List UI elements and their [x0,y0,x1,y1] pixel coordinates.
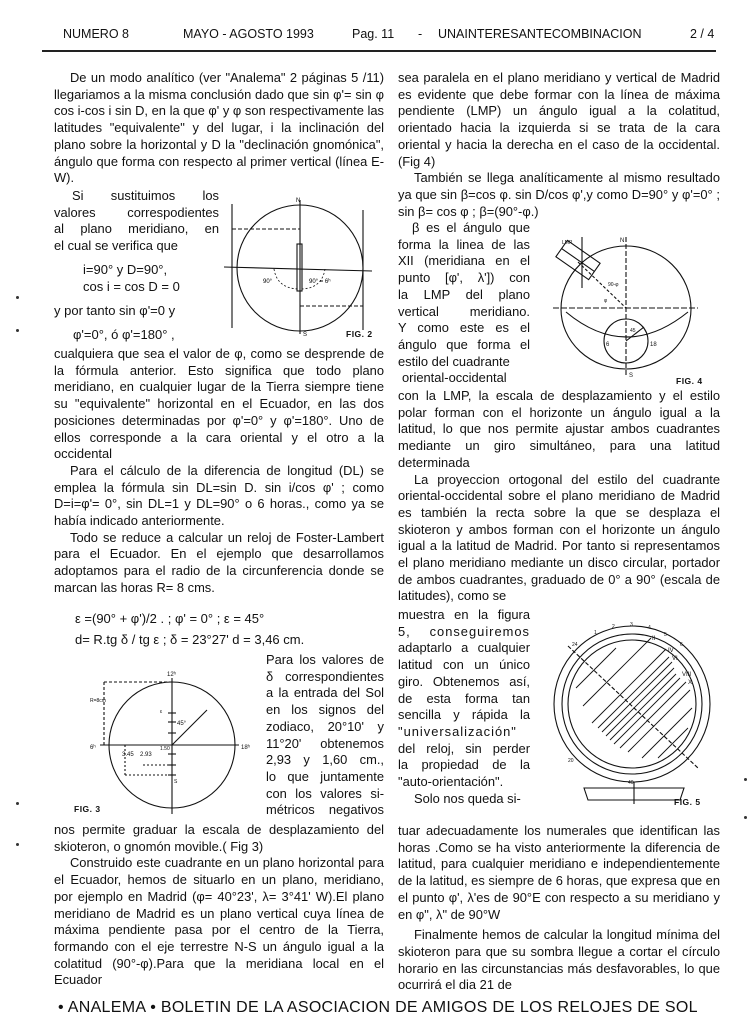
formula-epsilon: ε =(90° + φ')/2 . ; φ' = 0° ; ε = 45° [75,611,265,626]
figure-4-lmp-diagram [548,232,718,382]
svg-text:3: 3 [630,622,633,628]
svg-text:12ʰ: 12ʰ [167,672,176,678]
svg-text:6: 6 [680,642,683,648]
svg-text:LMP: LMP [562,240,573,246]
svg-text:5: 5 [664,632,667,638]
issue-number: NUMERO 8 [63,27,129,41]
svg-text:1: 1 [594,630,597,636]
right-paragraph-4: con la LMP, la escala de desplazamiento y el estilo polar forman con el horizonte un ángulo igual a la latitud, lo que nos permite ajustar ambos cuadrantes mediante un giro simultáneo, para una latitud determinada La proyeccion ortogonal del estilo del cuadrante oriental-occidental sobre el plano meridiano de Madrid es también la recta sobre la que se desplaza el skioteron y ambos forman con el horizonte un ángulo igual a la latitud de Madrid. Por tanto si representamos el plano meridiano mediante un disco circular, portador de ambos cuadrantes, graduado de 0° a 90° (escala de latitudes), como se [398,388,720,604]
margin-speck [16,329,19,332]
svg-text:20: 20 [568,758,574,764]
figure-2-caption: FIG. 2 [346,329,373,339]
figure-5-universal-dial [548,618,718,808]
svg-text:S: S [174,779,178,785]
svg-text:45: 45 [630,328,636,334]
margin-speck [744,778,747,781]
svg-text:90-φ: 90-φ [608,282,619,288]
svg-text:6: 6 [606,342,610,348]
header-rule [42,50,716,52]
svg-text:18ʰ: 18ʰ [241,745,250,751]
figure-2-meridian-diagram [222,192,392,342]
svg-text:2.93: 2.93 [140,752,152,758]
svg-text:6ʰ: 6ʰ [90,745,96,751]
svg-text:II: II [652,636,656,642]
svg-text:4: 4 [648,625,651,631]
page-number: Pag. 11 [352,27,395,41]
fig2-label-n: N [296,198,301,204]
right-paragraph-7: tuar adecuadamente los numerales que identifican las horas .Como se ha visto anteriormente la diferencia de latitud, para cualquier meridiano e independientemente de la latitud, es siempre de 6 horas, que expresa que en el punto φ', λ'es de 90°E con respecto a su meridiano y en φ", λ" de 90°W Finalmente hemos de calcular la longitud mínima del skioteron para que su sombra llegue a cortar el círculo horario en las circunstancias más desfavorables, lo que ocurrirá el dia 21 de [398,823,720,993]
margin-speck [744,816,747,819]
svg-text:45°: 45° [177,721,187,727]
svg-text:90° = 6ʰ: 90° = 6ʰ [309,279,331,285]
svg-text:N: N [620,238,625,244]
svg-text:ε: ε [160,709,163,715]
figure-4-caption: FIG. 4 [676,376,703,386]
right-paragraph-1: sea paralela en el plano meridiano y vertical de Madrid es evidente que debe formar con la línea de máxima pendiente (LMP) un ángulo igual a la colatitud, orientado hacia la izquierda si se trata de la cara oriental y hacia la derecha en el caso de la occidental. (Fig 4) También se llega analíticamente al mismo resultado ya que sin β=cos φ. sin D/cos φ',y como D=90° y φ'=0° ; sin β= cos φ ; β=(90°-φ.) [398,70,720,219]
svg-text:R=8cm: R=8cm [90,698,106,704]
svg-text:φ: φ [604,298,608,304]
page-header [63,27,715,47]
svg-text:X: X [688,680,693,686]
right-paragraph-6: muestra en la figura 5, conseguiremos adaptarlo a cualquier latitud con un único giro. Obtenemos así, de esta forma tan sencilla y rápida la "universalización" del reloj, sin perder la propiedad de la "auto-orientación". Solo nos queda si- [398,607,530,806]
margin-speck [16,296,19,299]
equation-phi-values: φ'=0°, ó φ'=180° , [73,327,175,342]
svg-text:1.50: 1.50 [160,746,170,752]
left-paragraph-6: Para los valores de δ correspondientes a la entrada del Sol en los signos del zodiaco, 20°10' y 11°20' obtenemos 2,93 y 1,60 cm., lo que juntamente con los valores si- métricos negativos [266,652,384,818]
right-paragraph-3: β es el ángulo que forma la linea de las XII (meridiana en el punto [φ', λ']) con la LMP del plano vertical meridiano. Y como este es el ángulo que forma el estilo del cuadrante oriental-occidental [398,220,530,386]
svg-text:3.45: 3.45 [122,752,134,758]
left-paragraph-2: Si sustituimos los valores correspodientes al plano meridiano, en el cual se verifica que [54,188,219,254]
svg-text:IV: IV [668,648,674,654]
figure-3-ecuador-dial [74,668,269,818]
figure-3-caption: FIG. 3 [74,804,101,814]
left-paragraph-3: cualquiera que sea el valor de φ, como se desprende de la fórmula anterior. Esto significa que todo plano meridiano, en cualquier lugar de la Tierra siempre tiene su "equivalente" horizontal en el Ecuador, en las dos posiciones determinadas por φ'=0° y φ'=180°. Uno de ellos corresponde a la cara oriental y el otro a la occidental Para el cálculo de la diferencia de longitud (DL) se emplea la fórmula sin DL=sin D. sin i/cos φ' ; como D=i=φ'= 0°, sin DL=1 y DL=90° o 6 horas., como ya se había indicado anteriormente. Todo se reduce a calcular un reloj de Foster-Lambert para el Ecuador. En el ejemplo que desarrollamos adoptamos para el radio de la circunferencia donde se marcan las horas R= 8 cms. [54,346,384,595]
svg-text:2: 2 [612,624,615,630]
svg-text:40: 40 [628,780,634,786]
left-paragraph-1: De un modo analítico (ver "Analema" 2 páginas 5 /11) llegariamos a la misma conclusión dado que sin φ'= sin φ cos i-cos i sin D, en la que φ' y φ son respectivamente las latitudes "equivalente" y del lugar, i la inclinación del plano sobre la horizontal y D la "declinación gnomónica", ángulo que forma con respecto al primer vertical (línea E-W). [54,70,384,186]
svg-text:VIII: VIII [682,672,692,678]
issue-period: MAYO - AGOSTO 1993 [183,27,314,41]
svg-text:VI: VI [672,656,678,662]
equation-i-d: i=90° y D=90°, [83,262,168,277]
header-separator: - [418,27,423,41]
margin-speck [16,802,19,805]
left-paragraph-7: nos permite graduar la escala de desplazamiento del skioteron, o gnomón movible.( Fig 3) Construido este cuadrante en un plano horizontal para el Ecuador, hemos de situarlo en un plano, meridiano, por ejemplo en Madrid (φ= 40°23', λ= 3°41' W).El plano meridiano de Madrid es un plano vertical cuya línea de máxima pendiente pasa por el centro de la Tierra, formando con el eje terrestre N-S un ángulo igual a la colatitud (90°-φ).Para que la meridiana local en el Ecuador [54,822,384,988]
formula-d: d= R.tg δ / tg ε ; δ = 23°27' d = 3,46 cm. [75,632,305,647]
svg-text:90°: 90° [263,279,273,285]
page-footer: • ANALEMA • BOLETIN DE LA ASOCIACION DE AMIGOS DE LOS RELOJES DE SOL [58,999,698,1016]
figure-5-caption: FIG. 5 [674,797,701,807]
svg-text:S: S [629,373,634,379]
equation-sin-phi: y por tanto sin φ'=0 y [54,303,176,318]
article-part: 2 / 4 [690,27,715,41]
equation-cos: cos i = cos D = 0 [83,279,180,294]
article-title: UNAINTERESANTECOMBINACION [438,27,642,41]
svg-text:S: S [303,332,308,338]
margin-speck [16,843,19,846]
svg-text:24: 24 [572,642,578,648]
svg-text:18: 18 [650,342,657,348]
